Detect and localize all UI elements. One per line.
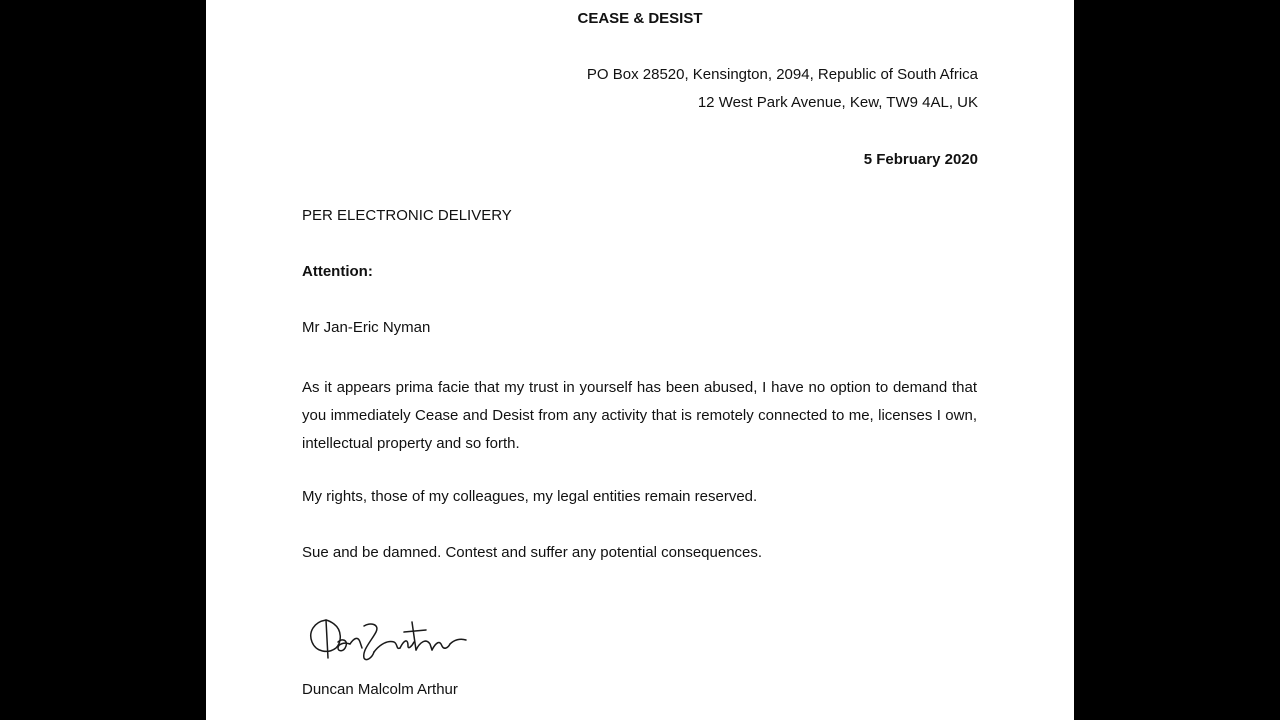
recipient-name: Mr Jan-Eric Nyman <box>302 319 431 336</box>
attention-label: Attention: <box>302 263 373 280</box>
delivery-method: PER ELECTRONIC DELIVERY <box>302 207 512 224</box>
body-paragraph-1: As it appears prima facie that my trust in yourself has been abused, I have no option to demand that you immediately Cease and Desist from any activity that is remotely connected to me, licenses I own, intellectual property and so forth. <box>302 379 977 452</box>
letter-page <box>206 0 1074 720</box>
sender-address-line-1: PO Box 28520, Kensington, 2094, Republic of South Africa <box>586 66 978 83</box>
handwritten-signature <box>304 602 470 666</box>
body-paragraph-3: Sue and be damned. Contest and suffer any potential consequences. <box>302 544 763 561</box>
letter-title: CEASE & DESIST <box>577 10 703 27</box>
sender-address-line-2: 12 West Park Avenue, Kew, TW9 4AL, UK <box>697 94 978 111</box>
letter-date: 5 February 2020 <box>863 151 978 168</box>
signatory-name: Duncan Malcolm Arthur <box>302 681 458 698</box>
body-paragraph-2: My rights, those of my colleagues, my legal entities remain reserved. <box>302 488 758 505</box>
